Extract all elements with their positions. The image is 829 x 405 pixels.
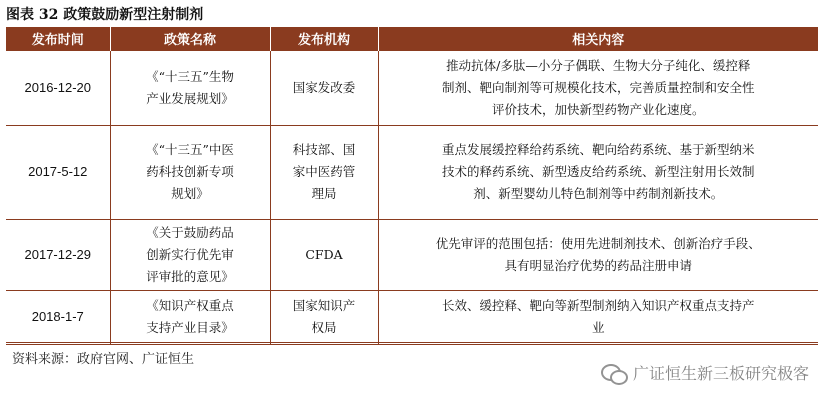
cell-issuer xyxy=(270,50,378,125)
cell-policy-name-line: 支持产业目录》 xyxy=(146,320,234,335)
figure-title: 图表 32 政策鼓励新型注射制剂 xyxy=(6,7,204,23)
cell-content-line: 长效、缓控释、靶向等新型制剂纳入知识产权重点支持产 xyxy=(441,298,755,313)
cell-issuer-line: 国家发改委 xyxy=(292,79,356,95)
cell-policy-name xyxy=(110,125,270,219)
header-date: 发布时间 xyxy=(6,27,110,50)
source-note: 资料来源：政府官网、广证恒生 xyxy=(12,352,195,367)
header-issuer: 发布机构 xyxy=(270,27,378,50)
cell-issuer-line: 权局 xyxy=(311,320,337,335)
cell-content-line: 推动抗体/多肽—小分子偶联、生物大分子纯化、缓控释 xyxy=(446,57,751,73)
cell-policy-name xyxy=(110,290,270,344)
cell-content-line: 业 xyxy=(591,320,605,335)
cell-date: 2016-12-20 xyxy=(6,50,110,125)
cell-policy-name-line: 药科技创新专项 xyxy=(146,164,234,179)
cell-issuer-line: 国家知识产 xyxy=(292,298,356,313)
cell-content xyxy=(378,219,818,290)
cell-content-line: 评价技术，加快新型药物产业化速度。 xyxy=(491,101,705,117)
cell-issuer-line: 理局 xyxy=(311,186,337,201)
cell-issuer xyxy=(270,219,378,290)
cell-issuer xyxy=(270,290,378,344)
cell-issuer-line: 科技部、国 xyxy=(292,142,356,157)
cell-policy-name-line: 产业发展规划》 xyxy=(146,90,234,106)
cell-policy-name-line: 创新实行优先审 xyxy=(146,246,234,262)
table-header-row xyxy=(6,27,818,50)
table-row xyxy=(6,125,818,219)
header-content: 相关内容 xyxy=(378,27,818,50)
cell-issuer-line: CFDA xyxy=(305,246,343,262)
cell-policy-name-line: 《关于鼓励药品 xyxy=(146,224,234,240)
cell-content xyxy=(378,50,818,125)
cell-date: 2017-5-12 xyxy=(6,125,110,219)
cell-content-line: 剂、新型婴幼儿特色制剂等中药制剂新技术。 xyxy=(473,186,724,201)
cell-issuer xyxy=(270,125,378,219)
table-row xyxy=(6,50,818,125)
header-policy-name: 政策名称 xyxy=(110,27,270,50)
cell-content-line: 具有明显治疗优势的药品注册申请 xyxy=(504,257,692,273)
policy-table xyxy=(6,27,818,345)
cell-issuer-line: 家中医药管 xyxy=(292,164,356,179)
cell-policy-name-line: 《“十三五”中医 xyxy=(146,142,234,157)
cell-policy-name xyxy=(110,219,270,290)
cell-policy-name-line: 《“十三五”生物 xyxy=(146,68,234,84)
policy-table-container xyxy=(6,27,818,345)
watermark xyxy=(601,361,809,384)
cell-date: 2018-1-7 xyxy=(6,290,110,344)
cell-policy-name-line: 规划》 xyxy=(171,186,209,201)
cell-policy-name-line: 评审批的意见》 xyxy=(146,268,234,284)
wechat-icon xyxy=(601,362,627,384)
cell-content-line: 制剂、靶向制剂等可规模化技术，完善质量控制和安全性 xyxy=(441,79,755,95)
table-bottom-rule xyxy=(6,342,818,343)
cell-content-line: 重点发展缓控释给药系统、靶向给药系统、基于新型纳米 xyxy=(441,142,755,157)
cell-content-line: 技术的释药系统、新型透皮给药系统、新型注射用长效制 xyxy=(441,164,755,179)
watermark-text: 广证恒生新三板研究极客 xyxy=(632,364,809,383)
cell-content xyxy=(378,290,818,344)
cell-content xyxy=(378,125,818,219)
cell-policy-name xyxy=(110,50,270,125)
table-row xyxy=(6,290,818,344)
cell-date: 2017-12-29 xyxy=(6,219,110,290)
table-row xyxy=(6,219,818,290)
cell-policy-name-line: 《知识产权重点 xyxy=(146,298,234,313)
cell-content-line: 优先审评的范围包括：使用先进制剂技术、创新治疗手段、 xyxy=(435,235,761,251)
